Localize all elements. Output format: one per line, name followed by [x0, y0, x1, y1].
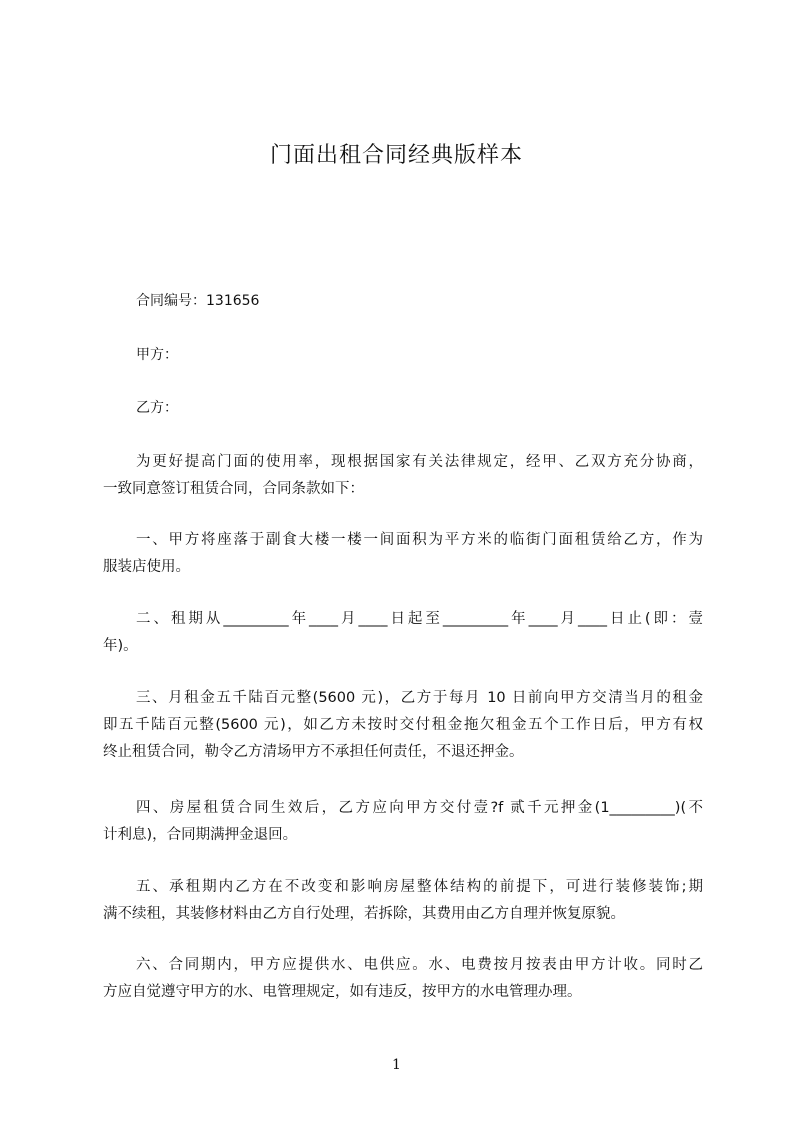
- clause-line: 六、合同期内，甲方应提供水、电供应。水、电费按月按表由甲方计收。同时乙: [136, 957, 703, 973]
- intro-line: 一致同意签订租赁合同，合同条款如下：: [103, 481, 364, 497]
- clause-line: 一、甲方将座落于副食大楼一楼一间面积为平方米的临街门面租赁给乙方，作为: [136, 532, 703, 548]
- clause-line: 四、房屋租赁合同生效后，乙方应向甲方交付壹?f 贰千元押金(1_________)(不: [136, 800, 703, 816]
- clause-line: 即五千陆百元整(5600 元)，如乙方未按时交付租金拖欠租金五个工作日后，甲方有权: [103, 717, 703, 733]
- party-a-label: 甲方：: [136, 347, 178, 363]
- contract-number: 合同编号：131656: [136, 293, 260, 309]
- intro-line: 为更好提高门面的使用率，现根据国家有关法律规定，经甲、乙双方充分协商，: [136, 454, 703, 470]
- clause-line: 终止租赁合同，勒令乙方清场甲方不承担任何责任，不退还押金。: [103, 744, 524, 760]
- party-b-label: 乙方：: [136, 400, 178, 416]
- clause-5: [103, 874, 703, 928]
- clause-1: [103, 527, 703, 581]
- clause-line: 方应自觉遵守甲方的水、电管理规定，如有违反，按甲方的水电管理办理。: [103, 984, 582, 1000]
- clause-line: 二、租期从_________年____月____日起至_________年____月____日止(即：壹: [136, 611, 703, 627]
- clause-line: 五、承租期内乙方在不改变和影响房屋整体结构的前提下，可进行装修装饰;期: [136, 879, 703, 895]
- clause-4: [103, 795, 703, 849]
- clause-6: [103, 952, 703, 1006]
- clause-line: 满不续租，其装修材料由乙方自行处理，若拆除，其费用由乙方自理并恢复原貌。: [103, 906, 625, 922]
- clause-line: 年)。: [103, 638, 138, 654]
- clause-line: 三、月租金五千陆百元整(5600 元)，乙方于每月 10 日前向甲方交清当月的租金: [136, 690, 703, 706]
- clause-line: 服装店使用。: [103, 559, 190, 575]
- clause-2: [103, 606, 703, 660]
- intro-paragraph: [103, 449, 703, 503]
- clause-3: [103, 685, 703, 766]
- page-number: 1: [392, 1057, 401, 1073]
- clause-line: 计利息)，合同期满押金退回。: [103, 827, 298, 843]
- document-title: 门面出租合同经典版样本: [269, 143, 523, 168]
